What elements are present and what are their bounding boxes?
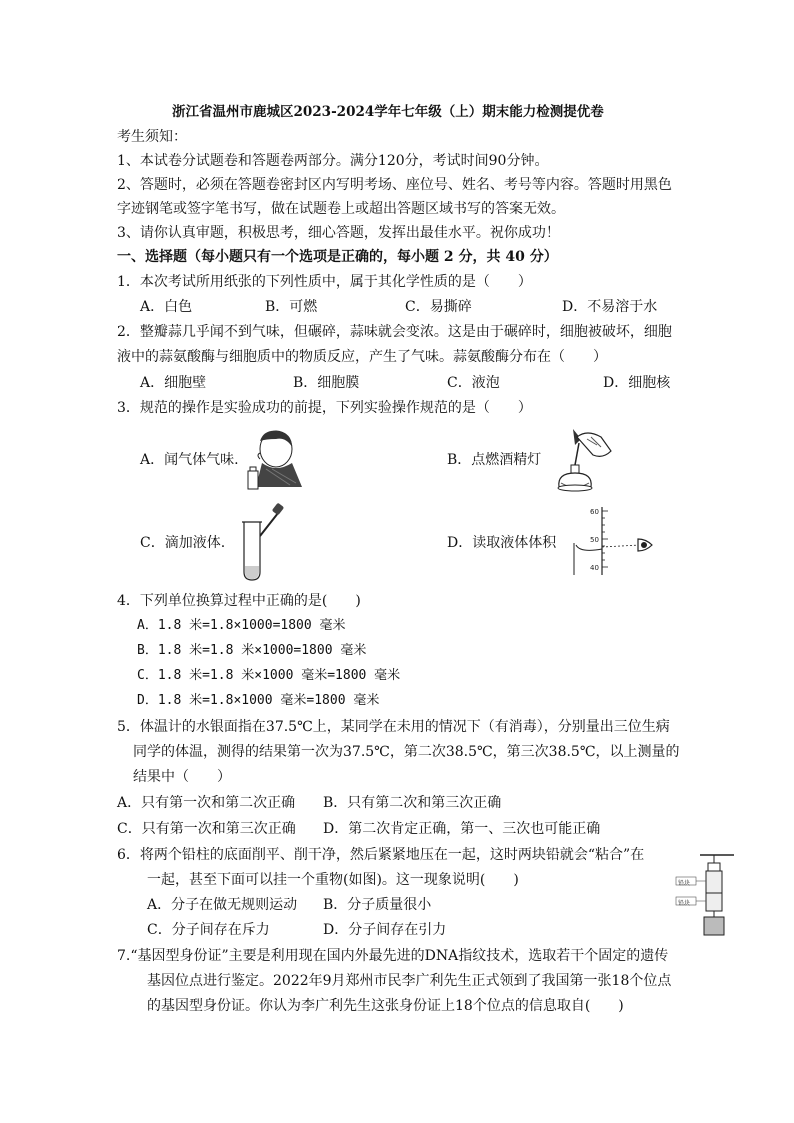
lead-cylinders-figure	[672, 853, 742, 939]
question-3-option-a: A．闻气体气味.	[140, 452, 239, 468]
scale-tick-50: 50	[590, 536, 599, 544]
lead-block-label-2: 铅块	[678, 900, 691, 907]
question-4-option-c: C．1.8 米=1.8 米×1000 毫米=1800 毫米	[137, 668, 401, 683]
question-2-option-c: C．液泡	[447, 375, 500, 391]
page-title: 浙江省温州市鹿城区2023-2024学年七年级（上）期末能力检测提优卷	[172, 104, 604, 120]
question-6-option-d: D．分子间存在引力	[323, 922, 447, 938]
question-4-option-d: D．1.8 米=1.8×1000 毫米=1800 毫米	[137, 693, 380, 708]
question-5-stem-cont: 同学的体温，测得的结果第一次为37.5℃，第二次38.5℃，第三次38.5℃，以上测量的	[133, 744, 680, 760]
question-5-option-d: D．第二次肯定正确，第一、三次也可能正确	[323, 821, 601, 837]
notice-item-1: 1、本试卷分试题卷和答题卷两部分。满分120分，考试时间90分钟。	[117, 153, 549, 169]
lead-block-label-1: 铅块	[678, 880, 691, 887]
question-7-stem: 7.“基因型身份证”主要是利用现在国内外最先进的DNA指纹技术，选取若干个固定的遗传	[117, 948, 669, 964]
question-3-option-b: B．点燃酒精灯	[447, 452, 542, 468]
question-6-stem: 6．将两个铅柱的底面削平、削干净，然后紧紧地压在一起，这时两块铅就会“粘合”在	[117, 847, 645, 863]
question-2-option-b: B．细胞膜	[293, 375, 360, 391]
question-1-option-b: B．可燃	[265, 299, 318, 315]
question-7-stem-cont: 基因位点进行鉴定。2022年9月郑州市民李广利先生正式领到了我国第一张18个位点	[147, 973, 672, 989]
question-2-option-d: D．细胞核	[603, 375, 671, 391]
question-7-stem-end: 的基因型身份证。你认为李广利先生这张身份证上18个位点的信息取自( )	[147, 998, 624, 1014]
scale-tick-40: 40	[590, 564, 599, 572]
question-1-option-a: A．白色	[140, 299, 193, 315]
question-6-option-c: C．分子间存在斥力	[147, 922, 270, 938]
graduated-cylinder-figure	[570, 505, 660, 577]
question-5-stem-end: 结果中（ ）	[133, 769, 231, 785]
notice-item-3: 3、请你认真审题，积极思考，细心答题，发挥出最佳水平。祝你成功！	[117, 225, 560, 241]
question-5-stem: 5．体温计的水银面指在37.5℃上，某同学在未用的情况下（有消毒），分别量出三位生病	[117, 719, 670, 735]
question-2-stem: 2．整瓣蒜几乎闻不到气味，但碾碎，蒜味就会变浓。这是由于碾碎时，细胞被破坏，细胞	[117, 324, 672, 340]
question-3-option-d: D．读取液体体积	[447, 535, 557, 551]
question-5-option-b: B．只有第二次和第三次正确	[323, 795, 502, 811]
section-heading: 一、选择题（每小题只有一个选项是正确的，每小题 2 分，共 40 分）	[117, 249, 558, 265]
question-4-stem: 4．下列单位换算过程中正确的是( )	[117, 593, 361, 609]
question-5-option-c: C．只有第一次和第三次正确	[117, 821, 296, 837]
question-1-option-d: D．不易溶于水	[562, 299, 658, 315]
question-4-option-b: B．1.8 米=1.8 米×1000=1800 毫米	[137, 643, 367, 658]
question-6-option-b: B．分子质量很小	[323, 897, 432, 913]
question-4-option-a: A．1.8 米=1.8×1000=1800 毫米	[137, 618, 346, 633]
question-1-stem: 1．本次考试所用纸张的下列性质中，属于其化学性质的是（ ）	[117, 274, 532, 290]
smelling-gas-figure	[242, 427, 304, 493]
question-2-option-a: A．细胞壁	[140, 375, 207, 391]
notice-item-2-cont: 字迹钢笔或签字笔书写，做在试题卷上或超出答题区域书写的答案无效。	[117, 201, 565, 217]
notice-item-2: 2、答题时，必须在答题卷密封区内写明考场、座位号、姓名、考号等内容。答题时用黑色	[117, 177, 672, 193]
notice-heading: 考生须知：	[117, 129, 187, 145]
question-3-option-c: C．滴加液体.	[140, 535, 226, 551]
dropper-test-tube-figure	[236, 500, 286, 582]
question-6-stem-cont: 一起，甚至下面可以挂一个重物(如图)。这一现象说明( )	[147, 872, 519, 888]
question-5-option-a: A．只有第一次和第二次正确	[117, 795, 296, 811]
question-2-stem-cont: 液中的蒜氨酸酶与细胞质中的物质反应，产生了气味。蒜氨酸酶分布在（ ）	[117, 349, 607, 365]
scale-tick-60: 60	[590, 508, 599, 516]
question-6-option-a: A．分子在做无规则运动	[147, 897, 298, 913]
alcohol-lamp-figure	[553, 425, 615, 497]
question-1-option-c: C．易撕碎	[405, 299, 472, 315]
question-3-stem: 3．规范的操作是实验成功的前提，下列实验操作规范的是（ ）	[117, 400, 532, 416]
